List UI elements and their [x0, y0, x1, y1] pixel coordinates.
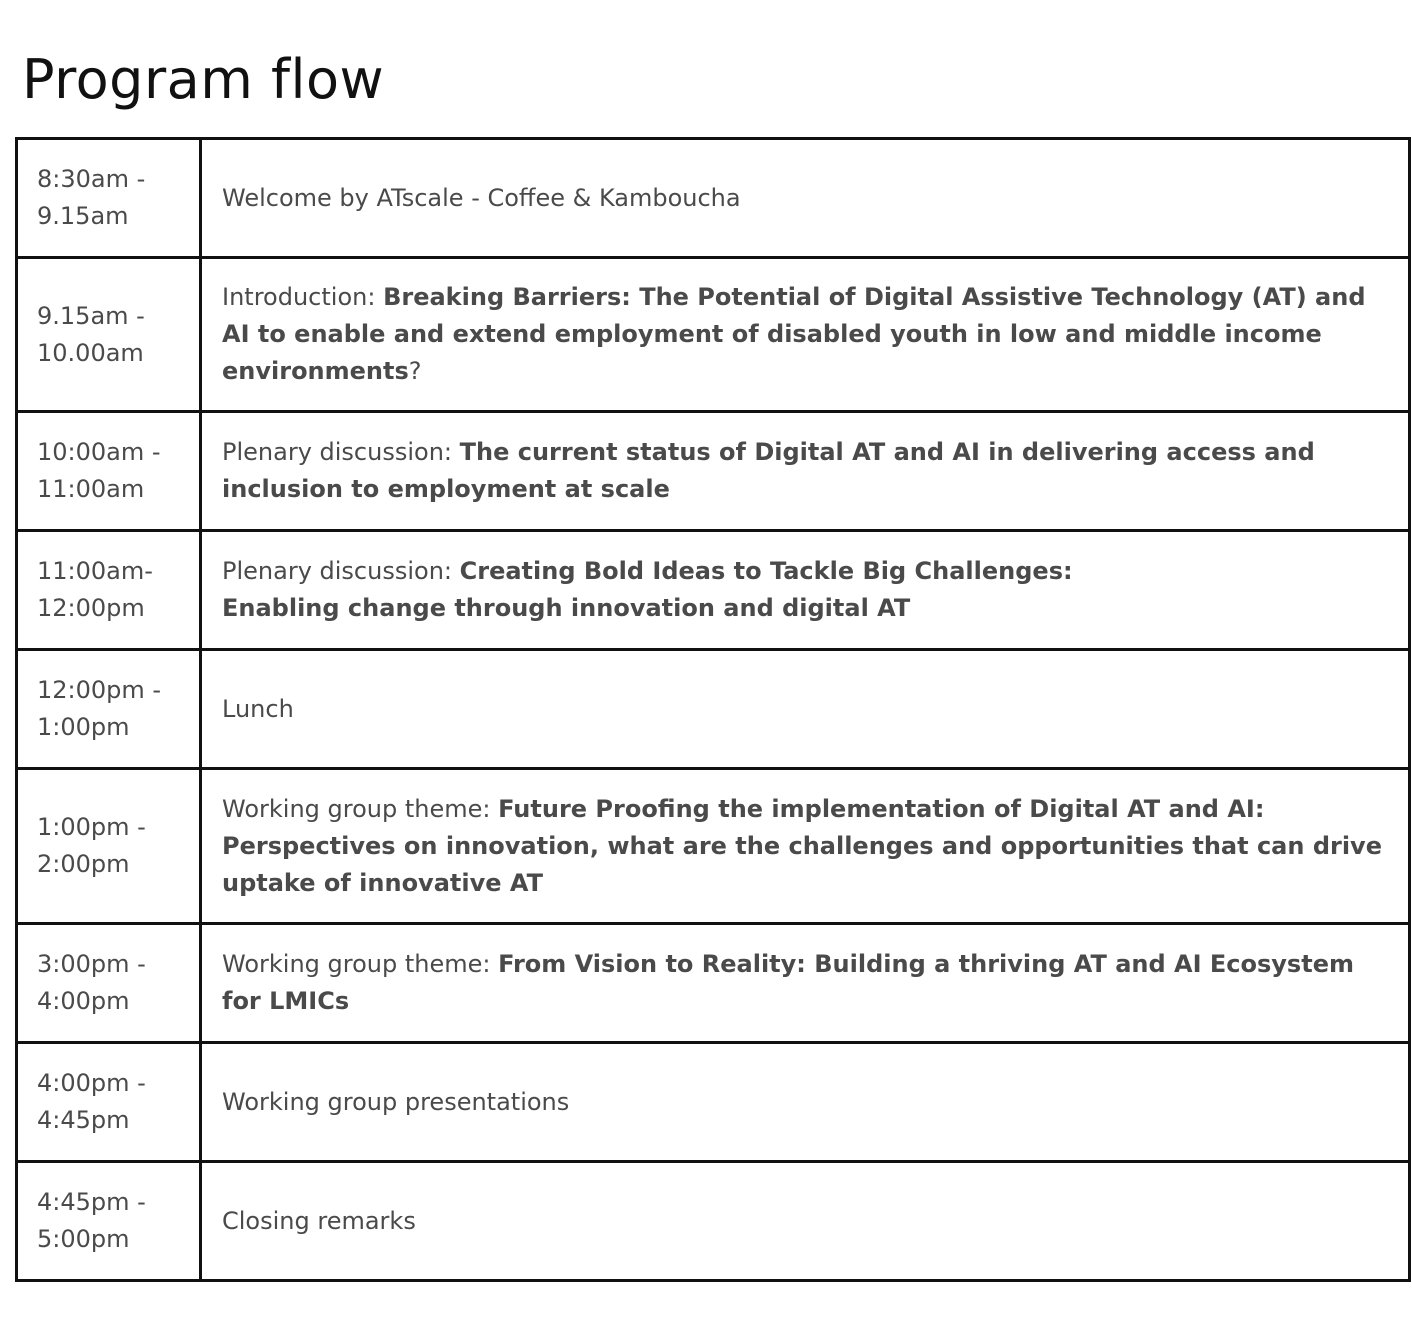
time-start: 12:00pm -	[37, 676, 162, 704]
table-row	[17, 924, 1410, 1043]
time-start: 11:00am-	[37, 557, 153, 585]
time-end: 12:00pm	[37, 594, 145, 622]
session-label: Lunch	[222, 694, 294, 723]
time-end: 10.00am	[37, 338, 144, 367]
session-suffix: ?	[408, 357, 422, 385]
session-title: Future Proofing the implementation of Digital AT and AI: Perspectives on innovation, what are the challenges and opportunities that can drive uptake of innovative AT	[222, 794, 1382, 897]
session-title: The current status of Digital AT and AI in delivering access and inclusion to employment at scale	[222, 438, 1315, 503]
table-row	[17, 769, 1410, 924]
session-type: Plenary discussion:	[222, 438, 460, 466]
table-row	[17, 412, 1410, 531]
session-title: Creating Bold Ideas to Tackle Big Challenges:	[459, 557, 1073, 585]
page-title: Program flow	[22, 48, 385, 111]
time-end: 5:00pm	[37, 1225, 130, 1253]
time-cell	[17, 650, 201, 769]
session-cell	[201, 412, 1410, 531]
schedule-table	[15, 137, 1411, 1282]
time-end: 4:45pm	[37, 1106, 130, 1134]
session-cell	[201, 531, 1410, 650]
session-type: Introduction:	[222, 283, 384, 311]
session-cell	[201, 924, 1410, 1043]
time-start: 8:30am -	[37, 165, 146, 193]
time-cell	[17, 924, 201, 1043]
time-cell	[17, 258, 201, 412]
session-cell	[201, 258, 1410, 412]
time-start: 10:00am -	[37, 438, 161, 466]
time-cell	[17, 1043, 201, 1162]
table-row	[17, 1043, 1410, 1162]
time-start: 9.15am -	[37, 301, 145, 330]
time-start: 1:00pm -	[37, 813, 146, 841]
table-row	[17, 139, 1410, 258]
table-row	[17, 1162, 1410, 1281]
time-start: 4:45pm -	[37, 1188, 146, 1216]
time-cell	[17, 139, 201, 258]
session-subtitle: Enabling change through innovation and digital AT	[222, 594, 911, 622]
session-cell	[201, 1162, 1410, 1281]
time-end: 4:00pm	[37, 987, 130, 1015]
time-cell	[17, 1162, 201, 1281]
table-row	[17, 531, 1410, 650]
session-label: Working group presentations	[222, 1087, 570, 1116]
time-end: 2:00pm	[37, 850, 130, 878]
time-start: 3:00pm -	[37, 950, 146, 978]
time-end: 9.15am	[37, 202, 129, 230]
session-cell	[201, 769, 1410, 924]
time-end: 1:00pm	[37, 713, 130, 741]
table-row	[17, 650, 1410, 769]
session-type: Working group theme:	[222, 794, 499, 823]
session-label: Closing remarks	[222, 1206, 416, 1235]
time-cell	[17, 531, 201, 650]
session-title: Breaking Barriers: The Potential of Digital Assistive Technology (AT) and AI to enable and extend employment of disabled youth in low and middle income environments	[222, 283, 1366, 385]
session-cell	[201, 139, 1410, 258]
time-cell	[17, 412, 201, 531]
time-start: 4:00pm -	[37, 1069, 146, 1097]
session-title: From Vision to Reality: Building a thriving AT and AI Ecosystem for LMICs	[222, 950, 1354, 1015]
session-label: Welcome by ATscale - Coffee & Kamboucha	[222, 183, 741, 212]
session-type: Plenary discussion:	[222, 557, 460, 585]
session-cell	[201, 1043, 1410, 1162]
session-cell	[201, 650, 1410, 769]
session-type: Working group theme:	[222, 950, 499, 978]
table-row	[17, 258, 1410, 412]
time-cell	[17, 769, 201, 924]
time-end: 11:00am	[37, 475, 145, 503]
